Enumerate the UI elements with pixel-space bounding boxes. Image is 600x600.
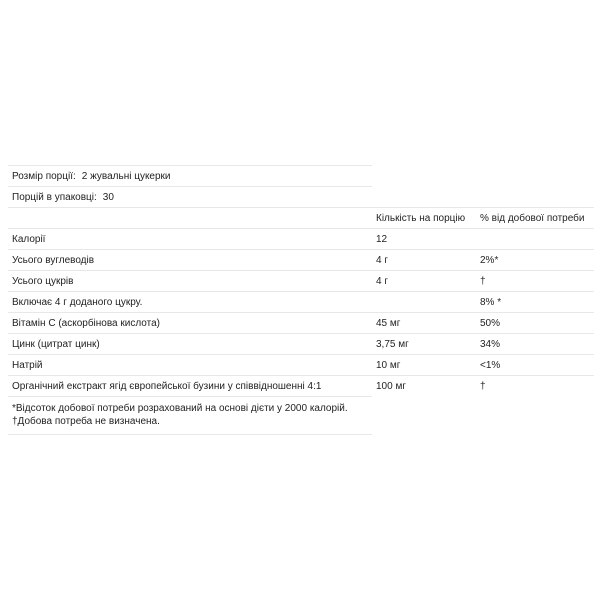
table-header-row <box>8 207 594 228</box>
table-row <box>8 375 594 396</box>
nutrient-daily-value: 8% * <box>480 297 502 308</box>
table-row <box>8 291 594 312</box>
footnote-daily-value-not-established: †Добова потреба не визначена. <box>12 416 160 427</box>
nutrient-amount: 10 мг <box>376 360 401 371</box>
nutrient-name: Цинк (цитрат цинк) <box>12 339 100 350</box>
serving-size-label: Розмір порції: <box>12 171 76 182</box>
nutrient-amount: 12 <box>376 234 388 245</box>
table-row <box>8 228 594 249</box>
nutrient-name: Натрій <box>12 360 43 371</box>
table-row <box>8 354 594 375</box>
servings-per-container-label: Порцій в упаковці: <box>12 192 97 203</box>
nutrient-daily-value: <1% <box>480 360 501 371</box>
footnotes <box>8 396 372 435</box>
nutrient-daily-value: 2%* <box>480 255 499 266</box>
table-row <box>8 249 594 270</box>
nutrient-daily-value: 34% <box>480 339 501 350</box>
nutrient-daily-value: 50% <box>480 318 501 329</box>
supplement-facts-table <box>8 165 594 435</box>
nutrient-name: Усього цукрів <box>12 276 74 287</box>
servings-per-container-value: 30 <box>102 192 114 203</box>
nutrient-amount: 4 г <box>376 276 388 287</box>
servings-per-container <box>12 192 114 203</box>
daily-value-header: % від добової потреби <box>480 213 585 224</box>
serving-size-value: 2 жувальні цукерки <box>81 171 171 182</box>
serving-size <box>12 171 171 182</box>
nutrient-daily-value: † <box>480 381 486 392</box>
nutrient-amount: 3,75 мг <box>376 339 409 350</box>
servings-per-container-row <box>8 186 372 207</box>
footnote-daily-value-basis: *Відсоток добової потреби розрахований на основі дієти у 2000 калорій. <box>12 403 348 414</box>
table-row <box>8 333 594 354</box>
table-row <box>8 270 594 291</box>
nutrient-amount: 100 мг <box>376 381 406 392</box>
table-row <box>8 312 594 333</box>
serving-size-row <box>8 165 372 186</box>
nutrient-name: Усього вуглеводів <box>12 255 95 266</box>
nutrient-name: Калорії <box>12 234 46 245</box>
nutrient-name: Вітамін С (аскорбінова кислота) <box>12 318 161 329</box>
nutrient-daily-value: † <box>480 276 486 287</box>
nutrient-name: Органічний екстракт ягід європейської бузини у співвідношенні 4:1 <box>12 381 322 392</box>
amount-per-serving-header: Кількість на порцію <box>376 213 466 224</box>
nutrient-amount: 4 г <box>376 255 388 266</box>
nutrient-amount: 45 мг <box>376 318 401 329</box>
nutrient-name: Включає 4 г доданого цукру. <box>12 297 143 308</box>
